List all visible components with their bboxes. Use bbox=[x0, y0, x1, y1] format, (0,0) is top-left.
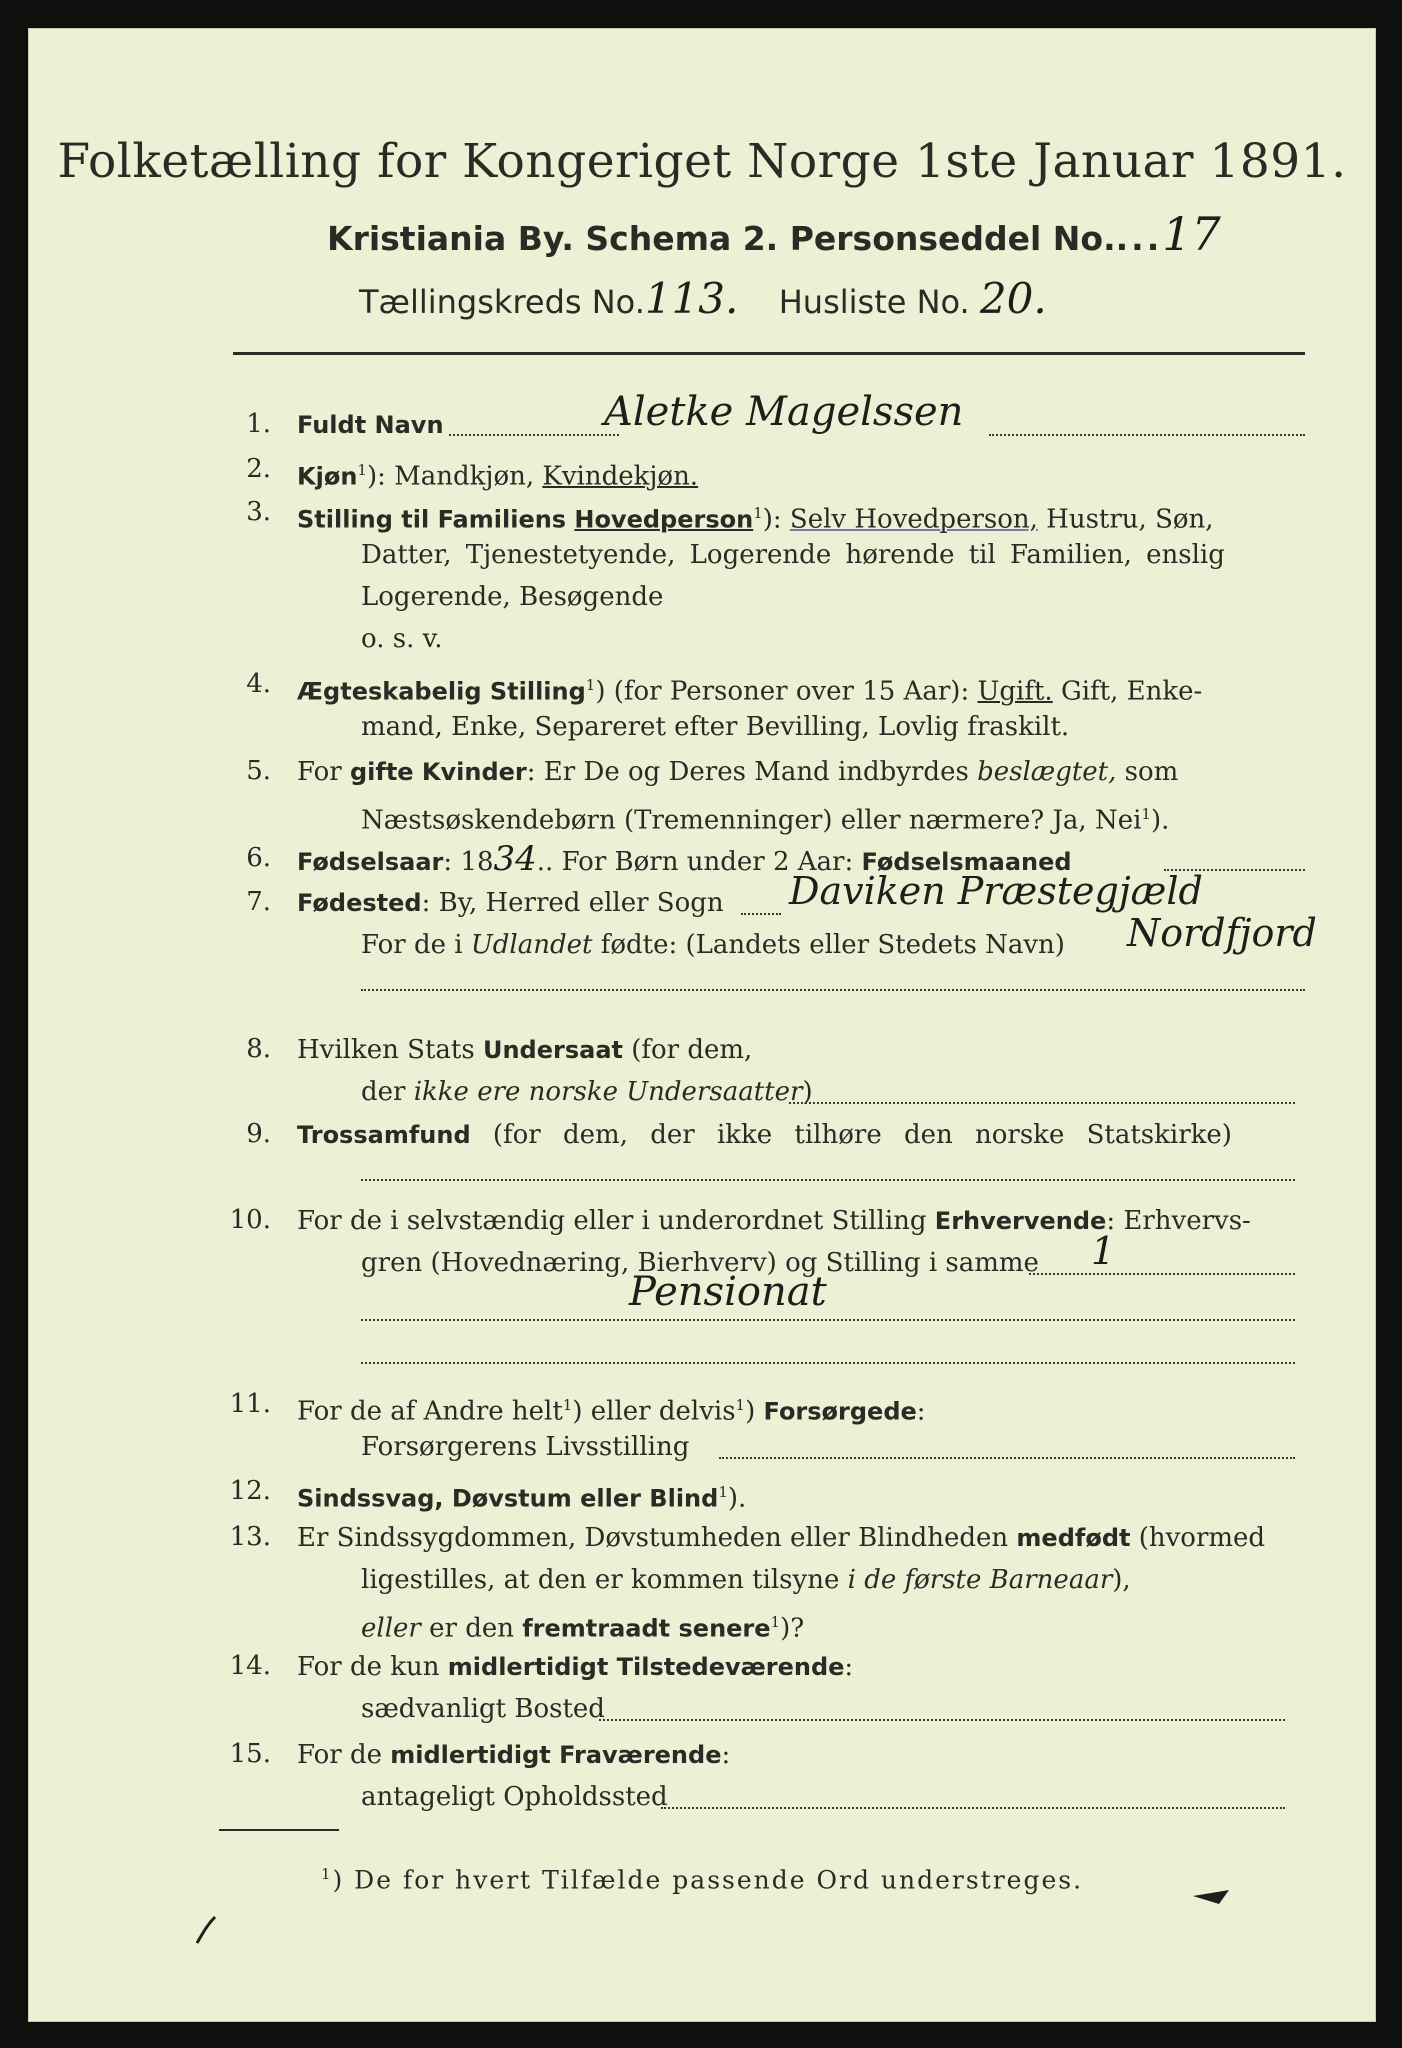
item-14-dots bbox=[599, 1719, 1285, 1721]
item-8-line2 bbox=[361, 1076, 813, 1108]
item-8-number: 8. bbox=[246, 1034, 271, 1064]
item-7-dots-row bbox=[361, 989, 1305, 991]
item-5-line2 bbox=[361, 798, 1169, 837]
taellingskreds-label: Tællingskreds No. bbox=[359, 283, 645, 321]
item-5-number: 5. bbox=[246, 756, 271, 786]
item-12-bold: Sindssvag, Døvstum eller Blind bbox=[297, 1484, 719, 1513]
item-13-line3-italic: eller bbox=[361, 1613, 421, 1644]
item-4-line1 bbox=[297, 669, 1202, 708]
schema-line: Kristiania By. Schema 2. Personseddel No....17 bbox=[327, 207, 1221, 261]
item-8-text-a: Hvilken Stats bbox=[297, 1035, 483, 1065]
item-9-bold: Trossamfund bbox=[297, 1121, 471, 1149]
item-13-line3-a: er den bbox=[420, 1613, 523, 1644]
item-10-dots-c bbox=[361, 1362, 1295, 1364]
item-12-sup: 1 bbox=[718, 1483, 728, 1501]
item-5-text-c: som bbox=[1116, 757, 1179, 787]
item-3-sep: ): bbox=[762, 504, 790, 535]
item-15-line2: antageligt Opholdssted bbox=[361, 1782, 668, 1812]
item-3-line1 bbox=[297, 497, 1214, 536]
item-5-end: ). bbox=[1150, 805, 1170, 836]
item-13-line3-bold: fremtraadt senere bbox=[522, 1614, 771, 1643]
item-8-dots bbox=[789, 1102, 1295, 1104]
item-7-answer2: Nordfjord bbox=[1127, 911, 1317, 955]
item-4-label: Ægteskabelig Stilling bbox=[297, 677, 586, 706]
footnote-rule bbox=[219, 1829, 339, 1831]
item-3-rest1: Hustru, Søn, bbox=[1037, 504, 1214, 535]
item-4-number: 4. bbox=[246, 669, 271, 699]
item-14-line2: sædvanligt Bosted bbox=[361, 1694, 605, 1724]
husliste-number: 20. bbox=[979, 274, 1047, 323]
item-7-answer: Daviken Præstegjæld bbox=[789, 869, 1203, 913]
item-11-sup2: 1 bbox=[735, 1396, 746, 1414]
item-8-line1 bbox=[297, 1034, 752, 1066]
item-3-line2: Datter, Tjenestetyende, Logerende hørende til Familien, enslig bbox=[361, 540, 1225, 570]
item-11-text-a: For de af Andre helt bbox=[297, 1396, 563, 1427]
item-13-line2-a: ligestilles, at den er kommen tilsyne bbox=[361, 1565, 848, 1595]
item-9-line bbox=[297, 1119, 1232, 1151]
pen-mark-left bbox=[189, 1909, 229, 1949]
item-11-line2: Forsørgerens Livsstilling bbox=[361, 1432, 690, 1462]
item-11-dots bbox=[719, 1457, 1295, 1459]
item-10-number: 10. bbox=[229, 1205, 271, 1235]
item-3-line3: Logerende, Besøgende bbox=[361, 582, 664, 612]
item-12-number: 12. bbox=[229, 1476, 271, 1506]
schema-label: Kristiania By. Schema 2. Personseddel No. bbox=[327, 219, 1116, 258]
pen-mark-right bbox=[1189, 1884, 1239, 1914]
item-15-text-a: For de bbox=[297, 1740, 391, 1770]
item-9-number: 9. bbox=[246, 1119, 271, 1149]
item-11-text-d: : bbox=[916, 1396, 926, 1427]
husliste-label: Husliste No. bbox=[778, 283, 970, 321]
item-13-line3-end: )? bbox=[780, 1613, 805, 1644]
item-7-line1 bbox=[297, 887, 724, 919]
census-form-page bbox=[28, 28, 1376, 2022]
item-14-bold: midlertidigt Tilstedeværende bbox=[447, 1653, 845, 1681]
item-5-line1 bbox=[297, 756, 1178, 788]
item-12-end: ). bbox=[727, 1483, 747, 1514]
item-13-sup: 1 bbox=[770, 1613, 781, 1631]
item-10-dots-b bbox=[361, 1319, 1295, 1321]
footnote-sup: 1 bbox=[320, 1865, 333, 1883]
item-10-text-b: : Erhvervs- bbox=[1106, 1206, 1251, 1236]
item-1-dots bbox=[449, 434, 619, 436]
item-7-label: Fødested bbox=[297, 889, 422, 917]
item-6-label: Fødselsaar bbox=[297, 848, 444, 876]
item-11-line1 bbox=[297, 1389, 926, 1428]
item-11-sup1: 1 bbox=[562, 1396, 573, 1414]
item-15-bold: midlertidigt Fraværende bbox=[390, 1741, 722, 1769]
item-6-number: 6. bbox=[246, 843, 271, 873]
item-13-line2-b: ), bbox=[1112, 1565, 1131, 1595]
item-13-text-a: Er Sindssygdommen, Døvstumheden eller Blindheden bbox=[297, 1523, 1017, 1553]
item-8-line2-italic: ikke ere norske Undersaatter bbox=[413, 1077, 803, 1107]
item-13-line2 bbox=[361, 1564, 1131, 1596]
item-2-label: Kjøn bbox=[297, 462, 358, 491]
item-5-bold: gifte Kvinder bbox=[349, 758, 527, 786]
item-2-number: 2. bbox=[246, 454, 271, 484]
item-7-number: 7. bbox=[246, 887, 271, 917]
form-title: Folketælling for Kongeriget Norge 1ste Januar 1891. bbox=[57, 134, 1347, 189]
item-14-number: 14. bbox=[229, 1651, 271, 1681]
item-7-line2 bbox=[361, 929, 1065, 961]
item-2-text bbox=[297, 454, 698, 493]
item-10-bold: Erhvervende bbox=[934, 1207, 1107, 1235]
item-15-number: 15. bbox=[229, 1739, 271, 1769]
item-4-rest-b: Gift, Enke- bbox=[1052, 676, 1203, 707]
item-1-label: Fuldt Navn bbox=[297, 411, 444, 439]
item-5-text-a: For bbox=[297, 757, 350, 787]
item-10-line2: gren (Hovednæring, Bierhverv) og Stilling i samme bbox=[361, 1248, 1039, 1278]
header-rule bbox=[233, 352, 1305, 355]
item-3-number: 3. bbox=[246, 497, 271, 527]
footnote-text: ) De for hvert Tilfælde passende Ord understreges. bbox=[332, 1865, 1084, 1895]
item-6-text-b: For Børn under 2 Aar: bbox=[561, 847, 862, 877]
item-3-label-b: Hovedperson bbox=[574, 505, 754, 534]
district-line bbox=[359, 274, 1047, 323]
item-14-text-b: : bbox=[844, 1652, 854, 1682]
item-7-dots bbox=[741, 913, 781, 915]
item-10-answer2: Pensionat bbox=[629, 1269, 827, 1315]
item-5-line2-text: Næstsøskendebørn (Tremenninger) eller nærmere? Ja, Nei bbox=[361, 805, 1142, 836]
item-7-line2-a: For de i bbox=[361, 930, 471, 960]
item-6-bold: Fødselsmaaned bbox=[861, 848, 1072, 876]
item-14-line1 bbox=[297, 1651, 853, 1683]
item-11-number: 11. bbox=[229, 1389, 271, 1419]
item-13-line2-italic: i de første Barneaar bbox=[847, 1565, 1113, 1595]
item-2-sup: 1 bbox=[357, 461, 367, 479]
item-3-label-a: Stilling til Familiens bbox=[297, 505, 567, 534]
item-9-text: (for dem, der ikke tilhøre den norske Statskirke) bbox=[470, 1120, 1232, 1150]
item-1-dots-end bbox=[989, 434, 1305, 436]
item-15-dots bbox=[661, 1807, 1285, 1809]
item-5-sup: 1 bbox=[1141, 805, 1151, 823]
item-3-line4: o. s. v. bbox=[361, 624, 443, 654]
item-7-line2-b: fødte: (Landets eller Stedets Navn) bbox=[592, 930, 1065, 960]
item-15-line1 bbox=[297, 1739, 730, 1771]
item-10-dots-a bbox=[1029, 1273, 1295, 1275]
item-7-text-a: : By, Herred eller Sogn bbox=[421, 888, 724, 918]
item-5-italic: beslægtet, bbox=[977, 757, 1117, 787]
item-13-line3 bbox=[361, 1606, 804, 1645]
item-15-text-b: : bbox=[721, 1740, 731, 1770]
item-9-dots bbox=[361, 1179, 1295, 1181]
item-13-bold: medfødt bbox=[1016, 1524, 1131, 1552]
personseddel-number: 17 bbox=[1162, 207, 1221, 261]
item-6-text-a: : 18 bbox=[443, 847, 494, 877]
item-2-underlined: Kvindekjøn. bbox=[542, 461, 699, 492]
item-1-answer-name: Aletke Magelssen bbox=[604, 389, 964, 435]
item-6-year: 34 bbox=[493, 839, 537, 879]
item-4-line2: mand, Enke, Separeret efter Bevilling, Lovlig fraskilt. bbox=[361, 712, 1070, 742]
taellingskreds-number: 113. bbox=[644, 274, 739, 323]
item-5-text-b: : Er De og Deres Mand indbyrdes bbox=[526, 757, 978, 787]
item-4-rest-a: ) (for Personer over 15 Aar): bbox=[595, 676, 978, 707]
item-11-bold: Forsørgede bbox=[763, 1397, 917, 1426]
item-1-number: 1. bbox=[246, 409, 271, 439]
item-4-sup: 1 bbox=[585, 676, 596, 694]
item-8-bold: Undersaat bbox=[482, 1036, 623, 1064]
item-13-text-b: (hvormed bbox=[1130, 1523, 1266, 1553]
footnote bbox=[29, 1865, 1375, 1894]
item-11-text-c: ) bbox=[745, 1396, 764, 1427]
item-10-text-a: For de i selvstændig eller i underordnet Stilling bbox=[297, 1206, 935, 1236]
item-3-underlined: Selv Hovedperson, bbox=[789, 504, 1038, 535]
item-6-line: Fødselsaar: 1834.. For Børn under 2 Aar: Fødselsmaaned bbox=[297, 839, 1072, 879]
item-12-line bbox=[297, 1476, 746, 1515]
item-10-answer: 1 bbox=[1091, 1229, 1116, 1273]
item-4-underlined: Ugift. bbox=[977, 676, 1053, 707]
item-8-line2-b: ) bbox=[802, 1077, 813, 1107]
item-11-text-b: ) eller delvis bbox=[572, 1396, 736, 1427]
item-8-text-b: (for dem, bbox=[622, 1035, 753, 1065]
item-3-sup: 1 bbox=[753, 504, 763, 522]
item-14-text-a: For de kun bbox=[297, 1652, 448, 1682]
item-8-line2-a: der bbox=[361, 1077, 414, 1107]
item-13-line1 bbox=[297, 1522, 1265, 1554]
item-2-rest: ): Mandkjøn, bbox=[366, 461, 543, 492]
item-7-line2-italic: Udlandet bbox=[470, 930, 593, 960]
item-13-number: 13. bbox=[229, 1522, 271, 1552]
